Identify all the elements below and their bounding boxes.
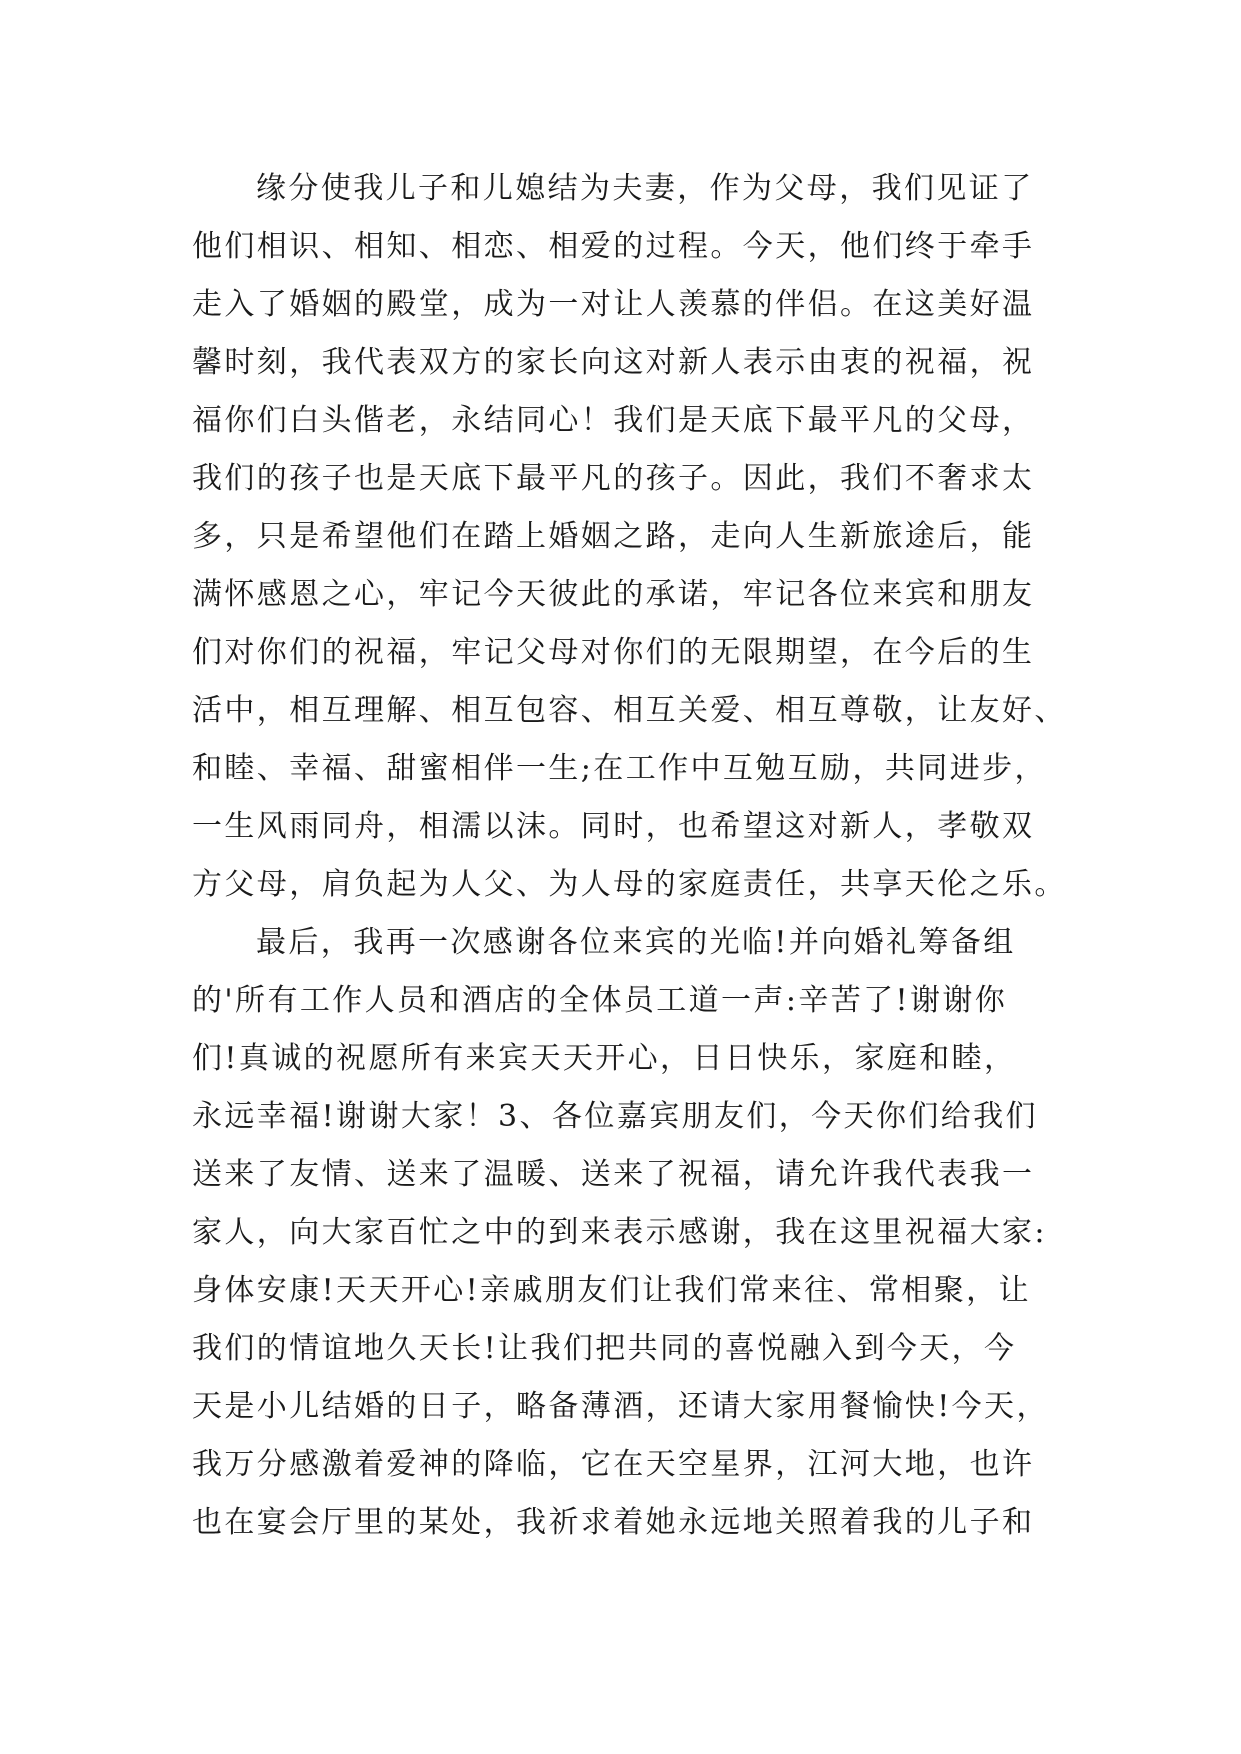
paragraph-line: 多，只是希望他们在踏上婚姻之路，走向人生新旅途后，能 [192,519,1035,554]
paragraph-line: 家人，向大家百忙之中的到来表示感谢，我在这里祝福大家: [192,1215,1047,1250]
paragraph-line: 送来了友情、送来了温暖、送来了祝福，请允许我代表我一 [192,1157,1035,1192]
paragraph-line: 缘分使我儿子和儿媳结为夫妻，作为父母，我们见证了 [256,171,1034,206]
paragraph-line: 的'所有工作人员和酒店的全体员工道一声:辛苦了!谢谢你 [192,983,1008,1018]
paragraph-line: 也在宴会厅里的某处，我祈求着她永远地关照着我的儿子和 [192,1505,1035,1540]
paragraph-line: 活中，相互理解、相互包容、相互关爱、相互尊敬，让友好、 [192,693,1067,728]
paragraph-line: 我们的孩子也是天底下最平凡的孩子。因此，我们不奢求太 [192,461,1035,496]
paragraph-line: 和睦、幸福、甜蜜相伴一生;在工作中互勉互励，共同进步， [192,751,1047,786]
paragraph-line: 我们的情谊地久天长!让我们把共同的喜悦融入到今天，今 [192,1331,1017,1366]
paragraph-line: 一生风雨同舟，相濡以沫。同时，也希望这对新人，孝敬双 [192,809,1035,844]
paragraph-line: 福你们白头偕老，永结同心！我们是天底下最平凡的父母， [192,403,1035,438]
paragraph-line: 馨时刻，我代表双方的家长向这对新人表示由衷的祝福，祝 [192,345,1035,380]
paragraph-line: 们!真诚的祝愿所有来宾天天开心，日日快乐，家庭和睦， [192,1041,1017,1076]
paragraph-line: 他们相识、相知、相恋、相爱的过程。今天，他们终于牵手 [192,229,1035,264]
paragraph-line: 满怀感恩之心，牢记今天彼此的承诺，牢记各位来宾和朋友 [192,577,1035,612]
paragraph-line: 天是小儿结婚的日子，略备薄酒，还请大家用餐愉快!今天， [192,1389,1049,1424]
paragraph-line: 身体安康!天天开心!亲戚朋友们让我们常来往、常相聚，让 [192,1273,1031,1308]
document-body [192,160,1072,1552]
paragraph-line: 们对你们的祝福，牢记父母对你们的无限期望，在今后的生 [192,635,1035,670]
paragraph-line: 方父母，肩负起为人父、为人母的家庭责任，共享天伦之乐。 [192,867,1067,902]
paragraph-line: 永远幸福!谢谢大家！3、各位嘉宾朋友们，今天你们给我们 [192,1099,1038,1134]
paragraph-line: 走入了婚姻的殿堂，成为一对让人羡慕的伴侣。在这美好温 [192,287,1035,322]
paragraph-line: 最后，我再一次感谢各位来宾的光临!并向婚礼筹备组 [256,925,1016,960]
paragraph-line: 我万分感激着爱神的降临，它在天空星界，江河大地，也许 [192,1447,1035,1482]
